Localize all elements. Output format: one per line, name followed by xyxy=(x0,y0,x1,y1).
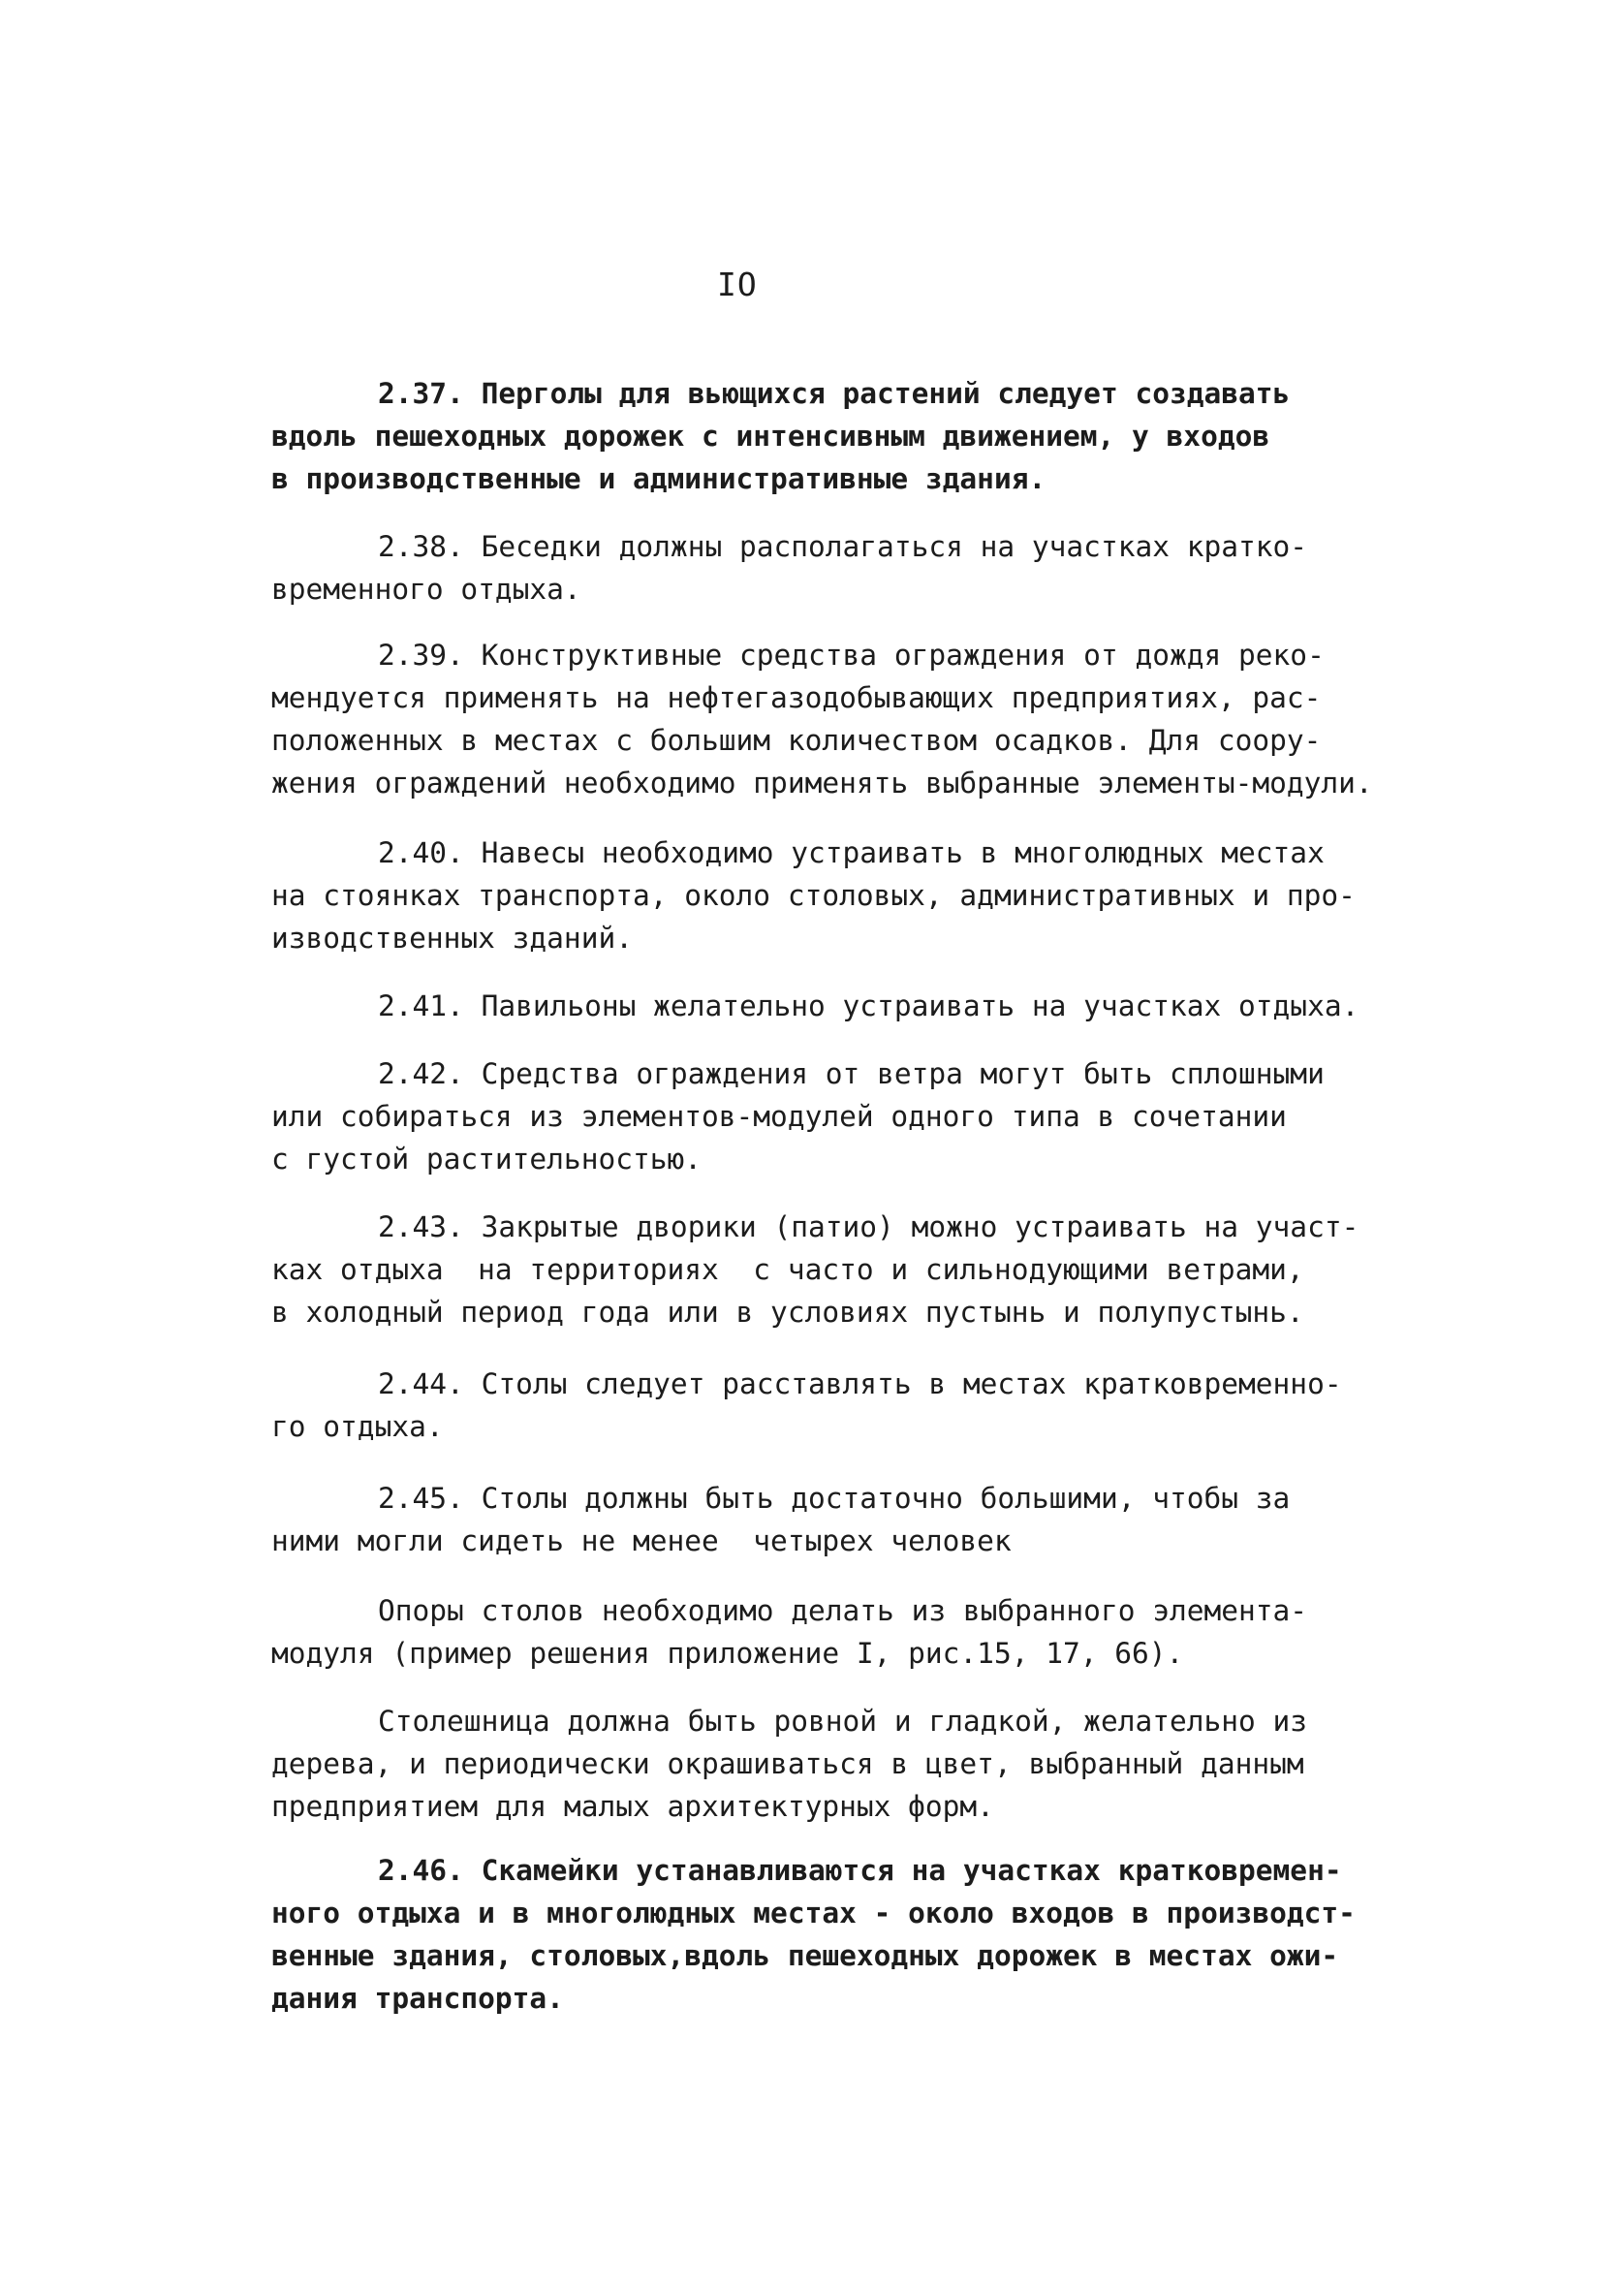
text-line: 2.45. Столы должны быть достаточно большими, чтобы за xyxy=(378,1482,1291,1515)
text-line: мендуется применять на нефтегазодобывающих предприятиях, рас- xyxy=(271,681,1322,714)
text-line: 2.43. Закрытые дворики (патио) можно устраивать на участ- xyxy=(378,1210,1359,1243)
paragraph-2-45 xyxy=(271,1477,1395,1562)
paragraph-2-42 xyxy=(271,1052,1395,1180)
text-line: на стоянках транспорта, около столовых, административных и про- xyxy=(271,879,1356,912)
text-line: предприятием для малых архитектурных форм. xyxy=(271,1790,994,1823)
text-line: 2.38. Беседки должны располагаться на участках кратко- xyxy=(378,530,1308,563)
text-line: Столешница должна быть ровной и гладкой, желательно из xyxy=(378,1705,1308,1738)
text-line: ного отдыха и в многолюдных местах - около входов в производст- xyxy=(271,1897,1356,1929)
text-line: ними могли сидеть не менее четырех человек xyxy=(271,1524,1012,1557)
text-line: в холодный период года или в условиях пустынь и полупустынь. xyxy=(271,1296,1304,1329)
text-line: 2.46. Скамейки устанавливаются на участках кратковремен- xyxy=(378,1854,1342,1887)
text-line: 2.37. Перголы для вьющихся растений следует создавать xyxy=(378,377,1291,410)
text-line: 2.39. Конструктивные средства ограждения от дождя реко- xyxy=(378,639,1325,672)
text-line: 2.42. Средства ограждения от ветра могут быть сплошными xyxy=(378,1057,1325,1090)
paragraph-2-43 xyxy=(271,1206,1395,1333)
paragraph-tabletop xyxy=(271,1700,1395,1828)
text-line: венные здания, столовых,вдоль пешеходных дорожек в местах ожи- xyxy=(271,1939,1339,1972)
text-line: модуля (пример решения приложение I, рис.15, 17, 66). xyxy=(271,1637,1184,1670)
text-line: изводственных зданий. xyxy=(271,922,633,955)
paragraph-2-38 xyxy=(271,525,1395,611)
text-line: вдоль пешеходных дорожек с интенсивным движением, у входов xyxy=(271,420,1270,453)
text-line: временного отдыха. xyxy=(271,573,581,606)
paragraph-2-46 xyxy=(271,1849,1395,2020)
text-line: го отдыха. xyxy=(271,1410,444,1443)
paragraph-2-40 xyxy=(271,831,1395,959)
text-line: Опоры столов необходимо делать из выбранного элемента- xyxy=(378,1594,1308,1627)
paragraph-table-supports xyxy=(271,1589,1395,1675)
text-line: положенных в местах с большим количеством осадков. Для соору- xyxy=(271,724,1322,757)
paragraph-2-37 xyxy=(271,372,1395,500)
text-line: с густой растительностью. xyxy=(271,1143,703,1176)
paragraph-2-44 xyxy=(271,1363,1395,1448)
paragraph-2-39 xyxy=(271,634,1395,804)
paragraph-2-41 xyxy=(271,985,1395,1027)
text-line: или собираться из элементов-модулей одного типа в сочетании xyxy=(271,1100,1287,1133)
text-line: 2.40. Навесы необходимо устраивать в многолюдных местах xyxy=(378,836,1325,869)
text-line: 2.44. Столы следует расставлять в местах кратковременно- xyxy=(378,1367,1342,1400)
page-number: IO xyxy=(717,266,758,303)
text-line: ках отдыха на территориях с часто и сильнодующими ветрами, xyxy=(271,1253,1304,1286)
text-line: жения ограждений необходимо применять выбранные элементы-модули. xyxy=(271,767,1373,800)
text-line: дерева, и периодически окрашиваться в цвет, выбранный данным xyxy=(271,1747,1304,1780)
text-line: в производственные и административные здания. xyxy=(271,462,1046,495)
text-line: 2.41. Павильоны желательно устраивать на участках отдыха. xyxy=(378,989,1359,1022)
text-line: дания транспорта. xyxy=(271,1982,564,2015)
